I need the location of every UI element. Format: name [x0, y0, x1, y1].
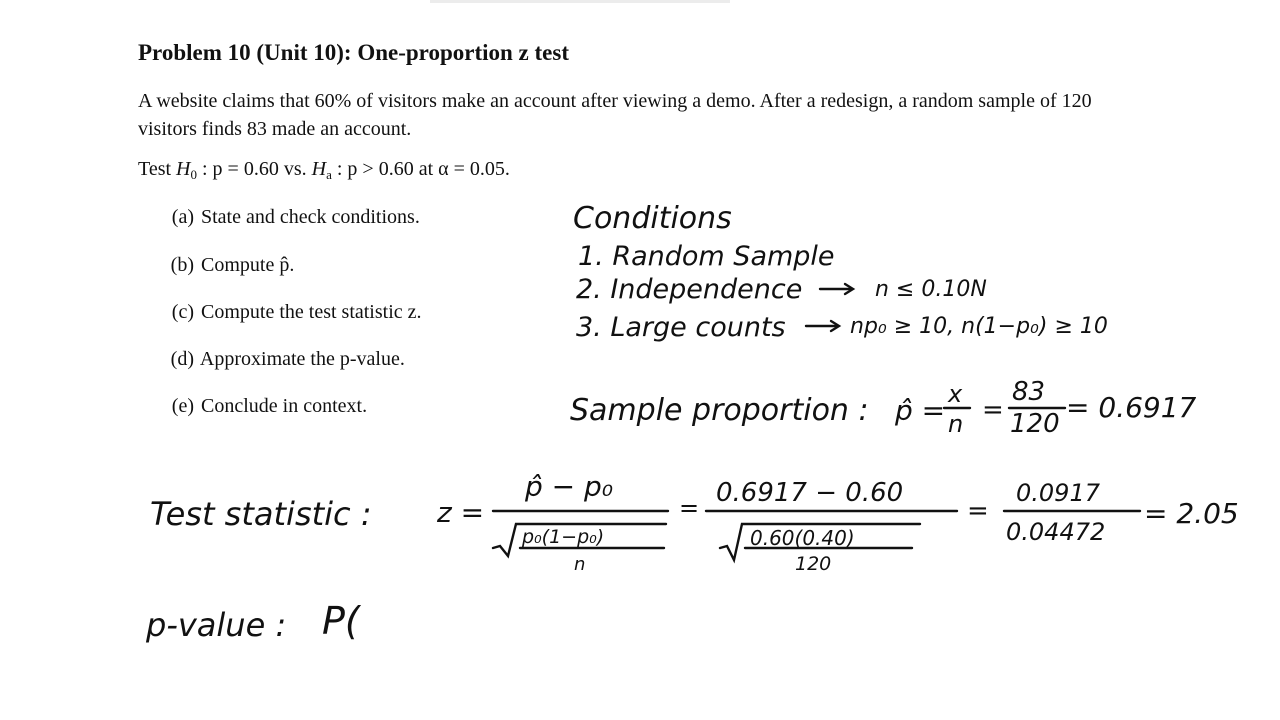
- part-b-text: Compute p̂.: [201, 254, 295, 276]
- ha-subscript: a: [326, 167, 332, 182]
- numerator-83: 83: [1012, 377, 1046, 407]
- part-c-label: (c): [171, 301, 194, 323]
- part-a-label: (a): [171, 206, 194, 228]
- part-e-text: Conclude in context.: [201, 395, 368, 417]
- h0-text: : p = 0.60 vs.: [197, 158, 312, 180]
- h0-symbol: H: [176, 158, 191, 180]
- z-equals: z =: [437, 496, 485, 529]
- z-denominator-numerator: p₀(1−p₀): [522, 526, 605, 548]
- denominator-120: 120: [1010, 409, 1060, 439]
- sample-proportion-label: Sample proportion :: [570, 393, 869, 428]
- conditions-heading: Conditions: [573, 201, 732, 236]
- problem-prompt: A website claims that 60% of visitors make an account after viewing a demo. After a redesign, a random sample of 120 visitors finds 83 made an account.: [138, 90, 1092, 140]
- p-value-label: p-value :: [146, 606, 287, 644]
- substituted-denominator-120: 120: [795, 553, 832, 575]
- x-numerator: x: [948, 380, 963, 408]
- equals-sign-2: =: [679, 494, 700, 522]
- hyp-lead: Test: [138, 158, 172, 180]
- test-statistic-label: Test statistic :: [150, 495, 372, 533]
- problem-title: Problem 10 (Unit 10): One-proportion z test: [138, 40, 569, 65]
- phat-equals: p̂ =: [895, 394, 946, 427]
- part-a-text: State and check conditions.: [201, 206, 420, 228]
- ha-symbol: H: [311, 158, 327, 180]
- z-numerator: p̂ − p₀: [525, 470, 614, 503]
- part-b-label: (b): [170, 254, 194, 276]
- condition-independence: 2. Independence: [576, 274, 803, 305]
- part-c-text: Compute the test statistic z.: [201, 301, 422, 323]
- ha-text: : p > 0.60 at α = 0.05.: [331, 158, 510, 180]
- equals-sign-1: =: [982, 395, 1004, 425]
- h0-subscript: 0: [190, 167, 197, 182]
- condition-random-sample: 1. Random Sample: [578, 241, 835, 272]
- condition-large-counts: 3. Large counts: [576, 312, 786, 343]
- z-denominator-n: n: [574, 554, 586, 575]
- phat-result: = 0.6917: [1066, 391, 1197, 424]
- part-d-label: (d): [170, 348, 194, 370]
- simplified-numerator: 0.0917: [1016, 479, 1100, 507]
- part-e-label: (e): [171, 395, 194, 417]
- simplified-denominator: 0.04472: [1006, 518, 1106, 546]
- part-d-text: Approximate the p-value.: [199, 348, 405, 370]
- substituted-denominator-numerator: 0.60(0.40): [750, 526, 855, 550]
- p-value-start: P(: [322, 599, 360, 643]
- substituted-numerator: 0.6917 − 0.60: [716, 478, 904, 508]
- large-counts-rule: np₀ ≥ 10, n(1−p₀) ≥ 10: [850, 314, 1108, 339]
- n-denominator: n: [948, 410, 964, 438]
- independence-rule: n ≤ 0.10N: [875, 277, 987, 302]
- z-result: = 2.05: [1144, 497, 1239, 530]
- equals-sign-3: =: [967, 496, 989, 526]
